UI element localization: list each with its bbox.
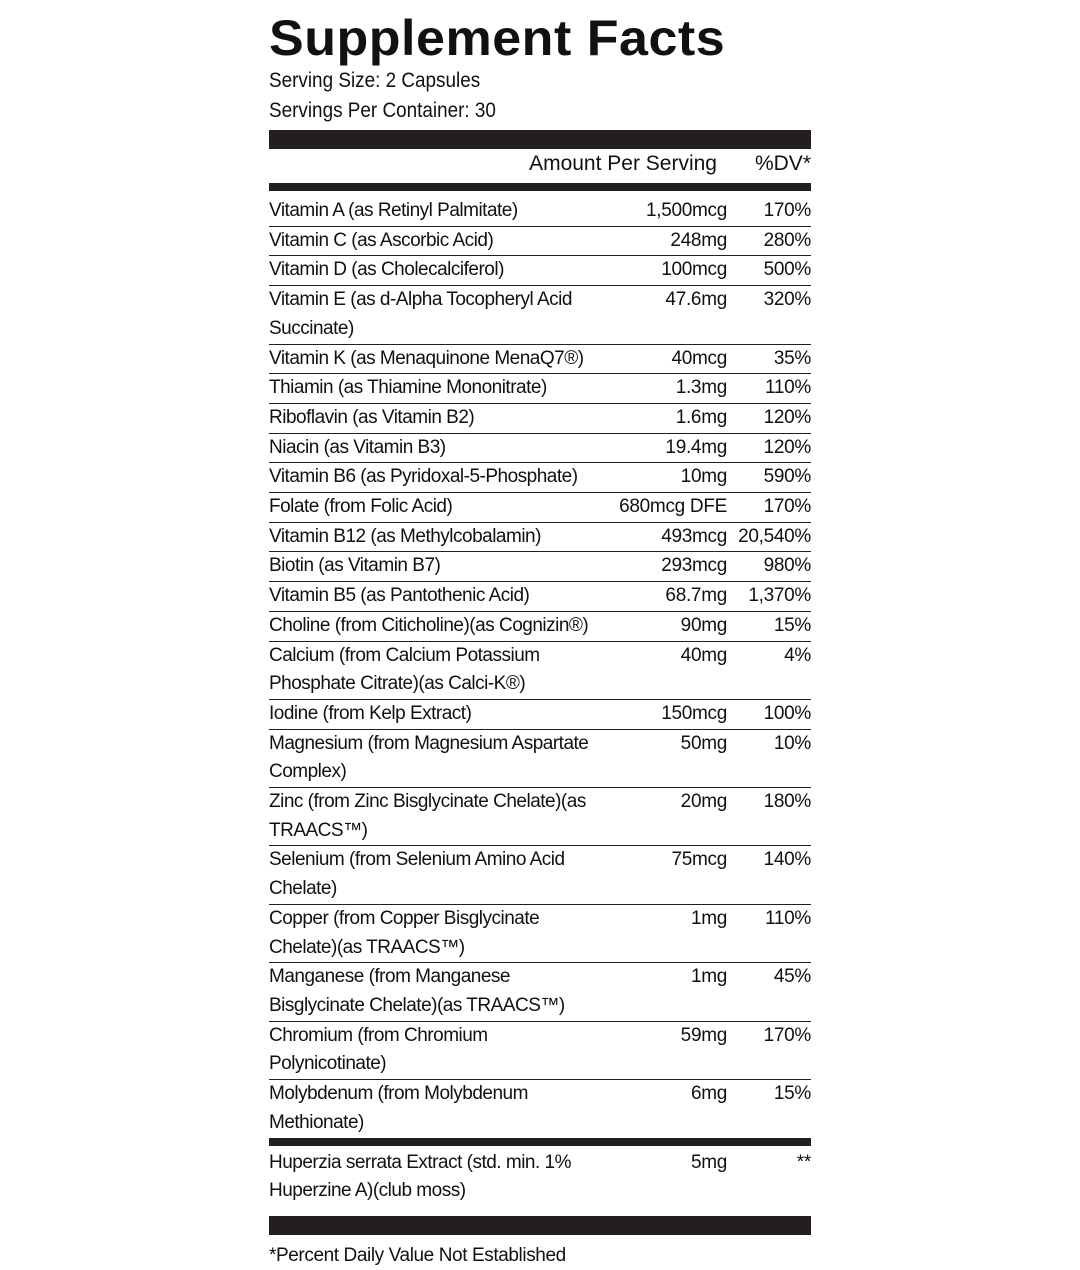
nutrient-row	[269, 227, 811, 257]
nutrient-dv: 45%	[773, 966, 811, 988]
nutrient-amount: 1mg	[690, 907, 727, 929]
nutrient-name: Vitamin B12 (as Methylcobalamin)	[269, 525, 541, 547]
nutrient-dv: 980%	[763, 555, 811, 577]
amount-per-serving-header: Amount Per Serving	[529, 152, 717, 175]
nutrient-dv: 4%	[784, 644, 811, 666]
nutrient-dv: 120%	[763, 406, 811, 428]
nutrient-name: Vitamin B6 (as Pyridoxal-5-Phosphate)	[269, 466, 578, 488]
nutrient-dv: 320%	[763, 289, 811, 311]
nutrient-amount: 68.7mg	[665, 585, 727, 607]
serving-size: Serving Size: 2 Capsules	[269, 69, 481, 92]
nutrient-amount: 100mcg	[661, 259, 727, 281]
nutrient-amount: 40mg	[680, 644, 727, 666]
nutrient-name: Vitamin C (as Ascorbic Acid)	[269, 229, 494, 251]
nutrient-dv: 110%	[765, 377, 811, 399]
nutrient-row	[269, 374, 811, 404]
nutrient-amount: 20mg	[680, 791, 727, 813]
nutrient-dv: 280%	[763, 229, 811, 251]
nutrient-dv: 110%	[765, 907, 811, 929]
nutrient-name: Magnesium (from Magnesium Aspartate Complex)	[269, 732, 589, 783]
top-divider-bar	[269, 130, 811, 149]
nutrient-dv: 100%	[763, 702, 811, 724]
nutrient-name: Molybdenum (from Molybdenum Methionate)	[269, 1083, 528, 1133]
nutrient-row	[269, 197, 811, 227]
bottom-divider-bar	[269, 1216, 811, 1235]
nutrient-dv: 170%	[763, 200, 811, 221]
nutrient-row	[269, 963, 811, 1021]
nutrient-amount: 493mcg	[661, 525, 727, 547]
nutrient-name: Calcium (from Calcium Potassium Phosphate Citrate)(as Calci-K®)	[269, 644, 540, 695]
nutrient-name: Vitamin B5 (as Pantothenic Acid)	[269, 585, 530, 607]
ingredient-dv: **	[796, 1151, 811, 1173]
nutrient-row	[269, 700, 811, 730]
nutrient-amount: 1.6mg	[675, 406, 727, 428]
daily-value-header: %DV*	[754, 152, 811, 175]
nutrient-name: Thiamin (as Thiamine Mononitrate)	[269, 377, 547, 399]
nutrient-dv: 590%	[763, 466, 811, 488]
nutrient-dv: 1,370%	[748, 585, 811, 607]
nutrient-row	[269, 1022, 811, 1080]
nutrient-row	[269, 256, 811, 286]
nutrient-amount: 1.3mg	[675, 377, 727, 399]
nutrient-list	[269, 197, 811, 1138]
nutrient-dv: 170%	[763, 1024, 811, 1046]
panel-title: Supplement Facts	[269, 10, 726, 66]
nutrient-dv: 10%	[773, 732, 811, 754]
nutrient-row	[269, 404, 811, 434]
nutrient-amount: 10mg	[680, 466, 727, 488]
other-ingredients-divider-bar	[269, 1138, 811, 1146]
nutrient-dv: 20,540%	[738, 525, 811, 547]
nutrient-name: Riboflavin (as Vitamin B2)	[269, 406, 475, 428]
nutrient-amount: 680mcg DFE	[619, 496, 727, 518]
nutrient-row	[269, 582, 811, 612]
nutrient-dv: 120%	[763, 436, 811, 458]
nutrient-dv: 500%	[763, 259, 811, 281]
nutrient-amount: 1mg	[690, 966, 727, 988]
nutrient-amount: 50mg	[680, 732, 727, 754]
nutrient-amount: 6mg	[690, 1083, 727, 1105]
nutrient-row	[269, 345, 811, 375]
nutrient-name: Folate (from Folic Acid)	[269, 496, 453, 518]
nutrient-amount: 150mcg	[661, 702, 727, 724]
nutrient-row	[269, 552, 811, 582]
nutrient-row	[269, 642, 811, 700]
nutrient-name: Chromium (from Chromium Polynicotinate)	[269, 1024, 488, 1075]
nutrient-name: Selenium (from Selenium Amino Acid Chelate)	[269, 849, 565, 900]
nutrient-name: Vitamin K (as Menaquinone MenaQ7®)	[269, 347, 584, 369]
nutrient-dv: 140%	[763, 849, 811, 871]
nutrient-name: Biotin (as Vitamin B7)	[269, 555, 441, 577]
supplement-facts-panel	[269, 10, 811, 1270]
header-divider-bar	[269, 183, 811, 191]
nutrient-row	[269, 1080, 811, 1137]
other-ingredient-row	[269, 1149, 811, 1206]
nutrient-row	[269, 788, 811, 846]
nutrient-name: Vitamin E (as d-Alpha Tocopheryl Acid Succinate)	[269, 289, 572, 339]
nutrient-row	[269, 905, 811, 963]
nutrient-amount: 90mg	[680, 614, 727, 636]
nutrient-row	[269, 846, 811, 904]
column-header-row	[269, 149, 811, 179]
nutrient-amount: 248mg	[670, 229, 727, 251]
nutrient-name: Niacin (as Vitamin B3)	[269, 436, 446, 458]
nutrient-row	[269, 463, 811, 493]
nutrient-amount: 47.6mg	[665, 289, 727, 311]
nutrient-name: Iodine (from Kelp Extract)	[269, 702, 472, 724]
nutrient-name: Vitamin A (as Retinyl Palmitate)	[269, 200, 518, 221]
nutrient-name: Vitamin D (as Cholecalciferol)	[269, 259, 504, 281]
nutrient-dv: 15%	[773, 614, 811, 636]
nutrient-amount: 75mcg	[671, 849, 727, 871]
ingredient-amount: 5mg	[690, 1151, 727, 1173]
nutrient-amount: 59mg	[680, 1024, 727, 1046]
footnote: *Percent Daily Value Not Established	[269, 1244, 566, 1266]
nutrient-dv: 15%	[773, 1083, 811, 1105]
nutrient-name: Copper (from Copper Bisglycinate Chelate)(as TRAACS™)	[269, 907, 540, 958]
nutrient-row	[269, 286, 811, 344]
nutrient-row	[269, 730, 811, 788]
nutrient-name: Zinc (from Zinc Bisglycinate Chelate)(as TRAACS™)	[269, 791, 586, 841]
nutrient-dv: 180%	[763, 791, 811, 813]
nutrient-dv: 35%	[773, 347, 811, 369]
ingredient-name: Huperzia serrata Extract (std. min. 1% Huperzine A)(club moss)	[269, 1151, 571, 1202]
nutrient-name: Choline (from Citicholine)(as Cognizin®)	[269, 614, 589, 636]
nutrient-row	[269, 493, 811, 523]
nutrient-name: Manganese (from Manganese Bisglycinate Chelate)(as TRAACS™)	[269, 966, 565, 1016]
nutrient-row	[269, 434, 811, 464]
nutrient-row	[269, 612, 811, 642]
nutrient-amount: 293mcg	[661, 555, 727, 577]
nutrient-amount: 40mcg	[671, 347, 727, 369]
nutrient-amount: 1,500mcg	[645, 200, 727, 221]
servings-per-container: Servings Per Container: 30	[269, 99, 496, 122]
nutrient-row	[269, 523, 811, 553]
nutrient-amount: 19.4mg	[665, 436, 727, 458]
nutrient-dv: 170%	[763, 496, 811, 518]
